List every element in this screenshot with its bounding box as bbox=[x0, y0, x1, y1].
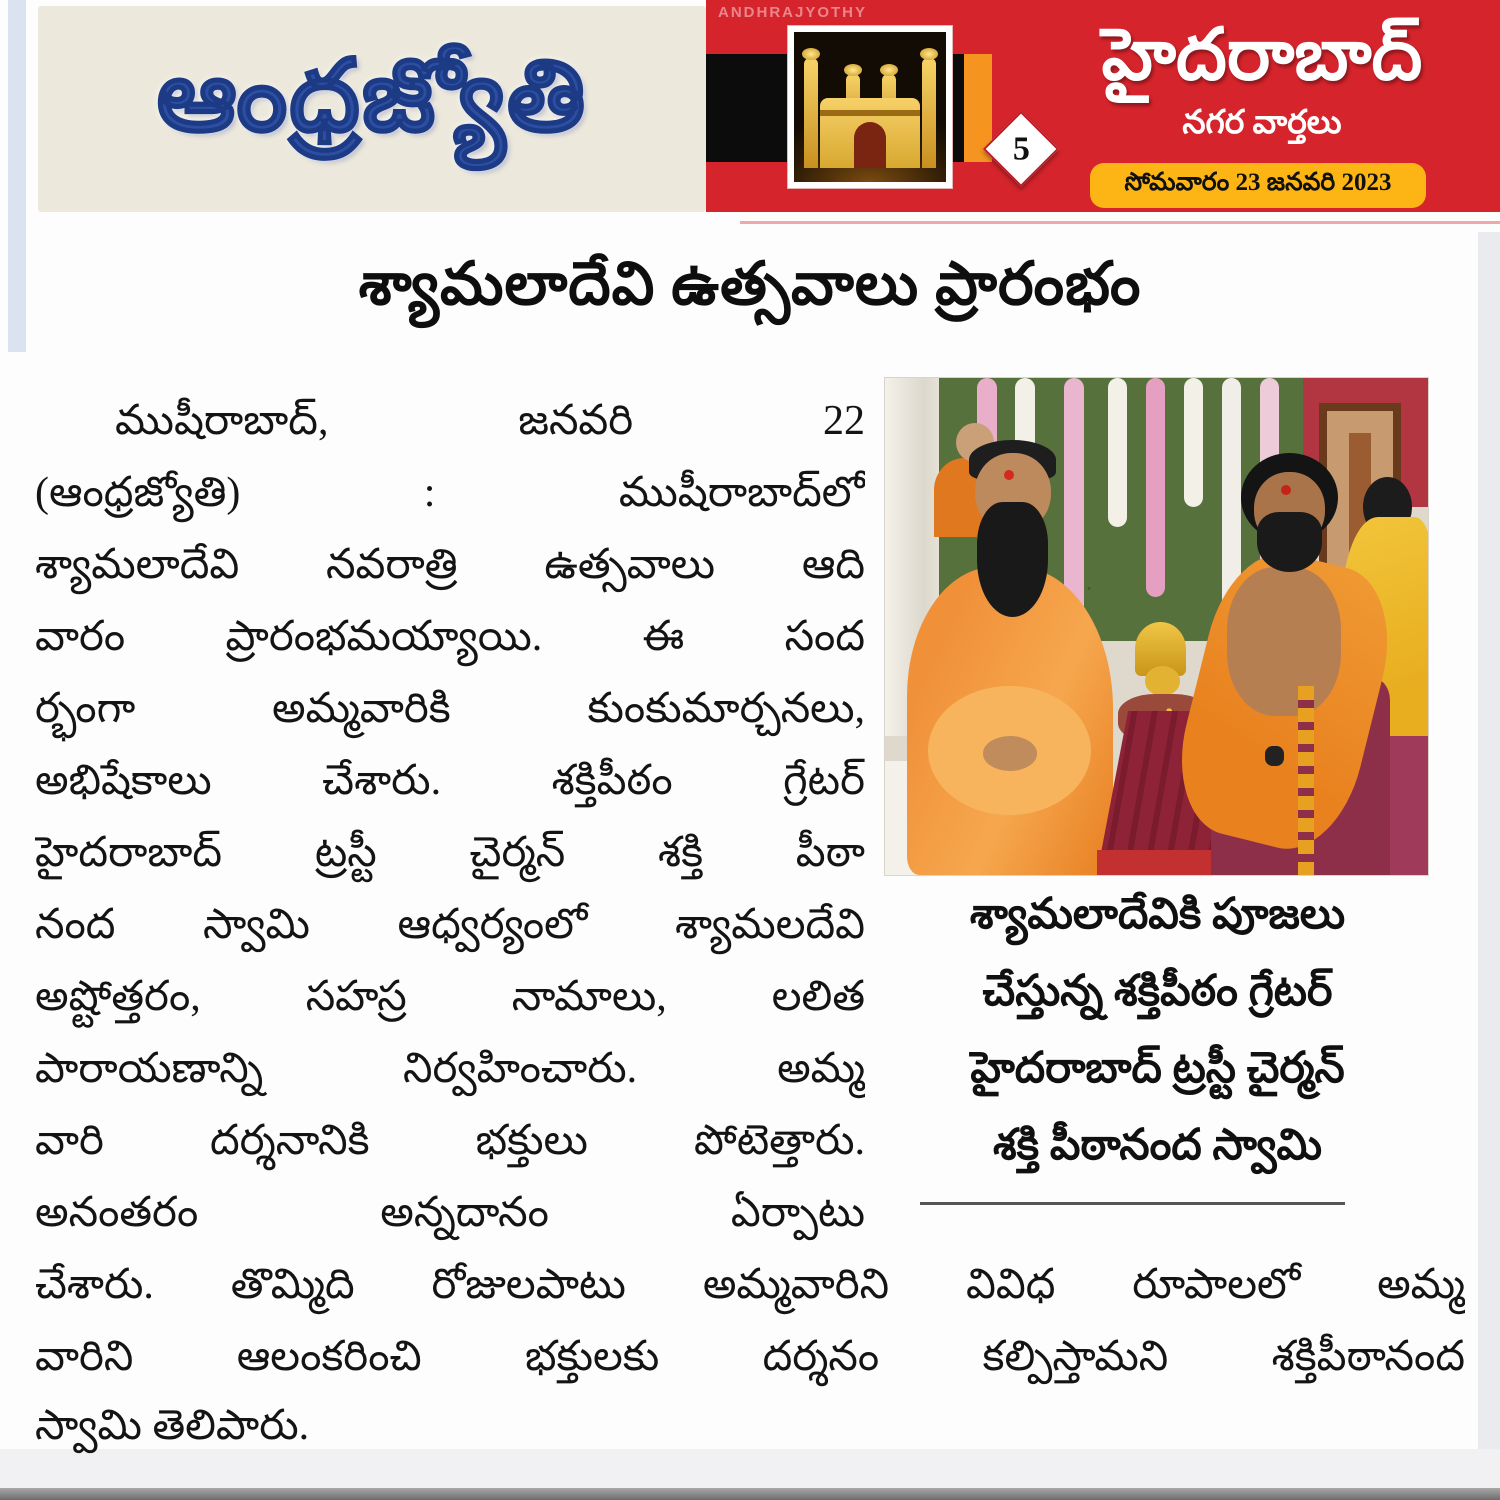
date-pill: సోమవారం 23 జనవరి 2023 bbox=[1090, 163, 1426, 208]
charminar-main-structure bbox=[820, 98, 920, 168]
masthead-edition-banner bbox=[706, 0, 1500, 212]
caption-underline bbox=[920, 1202, 1345, 1205]
charminar-balcony-band bbox=[820, 110, 920, 116]
right-priest-tilak bbox=[1281, 485, 1291, 495]
flower-garland-strand bbox=[1108, 378, 1128, 527]
flower-garland-strand bbox=[1146, 378, 1166, 597]
body-line: ర్భంగా అమ్మవారికి కుంకుమార్చనలు, bbox=[35, 686, 865, 732]
edition-title: హైదరాబాద్ bbox=[1101, 15, 1423, 95]
body-line: వారిని ఆలంకరించి భక్తులకు దర్శనం కల్పిస్తామని శక్తిపీఠానంద bbox=[35, 1334, 1465, 1380]
deity-sari-hem bbox=[1097, 850, 1227, 875]
masthead-divider-line bbox=[740, 221, 1500, 224]
body-line: నంద స్వామి ఆధ్వర్యంలో శ్యామలదేవి bbox=[35, 902, 865, 948]
edition-subtitle: నగర వార్తలు bbox=[1182, 105, 1342, 141]
page-edge-left-strip bbox=[8, 0, 26, 352]
newspaper-watermark-text: ANDHRAJYOTHY bbox=[718, 4, 868, 21]
body-line: ముషీరాబాద్, జనవరి 22 bbox=[115, 398, 865, 444]
charminar-monument-illustration bbox=[794, 32, 946, 182]
body-line: వారం ప్రారంభమయ్యాయి. ఈ సంద bbox=[35, 614, 865, 660]
page-edge-right-strip bbox=[1478, 232, 1500, 1462]
charminar-photo-frame bbox=[788, 26, 952, 188]
body-line: (ఆంధ్రజ్యోతి) : ముషీరాబాద్‌లో bbox=[35, 470, 865, 516]
right-priest-chest bbox=[1227, 567, 1341, 716]
article-headline: శ్యామలాదేవి ఉత్సవాలు ప్రారంభం bbox=[358, 251, 1142, 317]
body-line: స్వామి తెలిపారు. bbox=[35, 1403, 310, 1449]
body-line: అష్టోత్తరం, సహస్ర నామాలు, లలిత bbox=[35, 974, 865, 1020]
charminar-central-arch bbox=[854, 122, 886, 168]
page-edge-bottom-bar bbox=[0, 1488, 1500, 1500]
flower-garland-strand bbox=[1184, 378, 1204, 507]
newspaper-logo-text: ఆంధ్రజ్యోతి bbox=[156, 41, 588, 152]
minaret-dome bbox=[844, 64, 862, 76]
body-line: అనంతరం అన్నదానం ఏర్పాటు bbox=[35, 1190, 865, 1236]
photo-caption-line: చేస్తున్న శక్తిపీఠం గ్రేటర్ bbox=[982, 968, 1333, 1015]
body-line: అభిషేకాలు చేశారు. శక్తిపీఠం గ్రేటర్ bbox=[35, 758, 865, 804]
photo-caption-line: శక్తి పీఠానంద స్వామి bbox=[993, 1122, 1322, 1169]
right-priest-beard bbox=[1257, 512, 1322, 572]
body-line: పారాయణాన్ని నిర్వహించారు. అమ్మ bbox=[35, 1046, 865, 1092]
page-number: 5 bbox=[1012, 130, 1030, 167]
body-line: చేశారు. తొమ్మిది రోజులపాటు అమ్మవారిని వివిధ రూపాలలో అమ్మ bbox=[35, 1262, 1465, 1308]
minaret-dome bbox=[920, 48, 938, 60]
body-line: వారి దర్శనానికి భక్తులు పోటెత్తారు. bbox=[35, 1118, 865, 1164]
charminar-minaret bbox=[922, 58, 936, 168]
right-priest-wristwatch bbox=[1265, 746, 1283, 766]
minaret-dome bbox=[802, 48, 820, 60]
left-priest-beard bbox=[977, 502, 1048, 616]
photo-caption-line: హైదరాబాద్ ట్రస్టీ చైర్మన్ bbox=[970, 1045, 1345, 1092]
news-photo bbox=[885, 378, 1428, 875]
minaret-dome bbox=[880, 64, 898, 76]
charminar-minaret bbox=[804, 58, 818, 168]
body-line: హైదరాబాద్ ట్రస్టీ చైర్మన్ శక్తి పీఠా bbox=[35, 830, 865, 876]
masthead-logo-block bbox=[38, 6, 706, 212]
body-line: శ్యామలాదేవి నవరాత్రి ఉత్సవాలు ఆది bbox=[35, 542, 865, 588]
left-priest-hands bbox=[983, 736, 1037, 771]
right-priest-shawl-stripe bbox=[1298, 686, 1314, 875]
deity-face bbox=[1145, 666, 1180, 696]
photo-caption-line: శ్యామలాదేవికి పూజలు bbox=[969, 891, 1346, 938]
